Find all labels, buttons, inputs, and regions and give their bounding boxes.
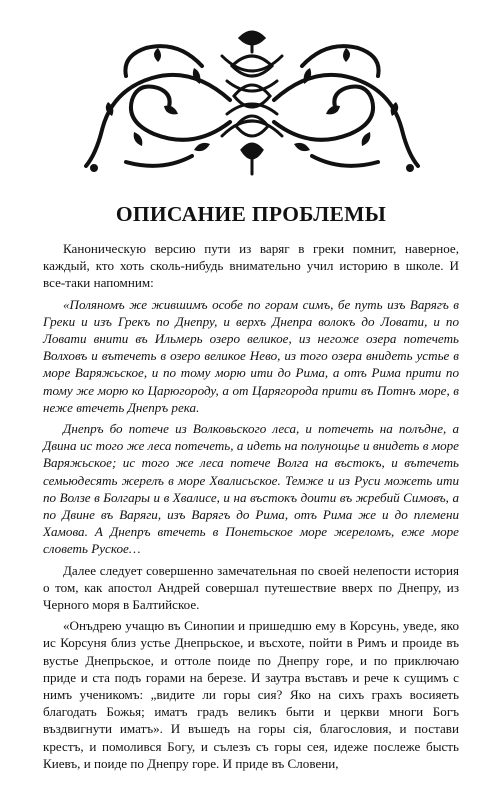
paragraph-chronicle-quote-1: «Поляномъ же жившимъ особе по горам симъ, бе путь изъ Варягъ в Греки и изъ Грекъ по Днепру, и верхъ Днепра волокъ до Ловати, и по Ловати внити въ Ильмерь озеро великое, из негоже озера потечеть Волховъ и вътечеть в озеро великое Нево, из того озера внидеть устье в море Варяжьское, и по тому морю ити до Рима, а отъ Рима прити по тому же морю ко Царюгороду, а от Царягорода прити въ Потнъ море, в нежe втечеть Днепръ река. bbox=[43, 296, 459, 415]
decorative-headpiece-ornament bbox=[82, 26, 422, 176]
body-text bbox=[43, 240, 459, 772]
paragraph-andrew-quote: «Онъдрею учащю въ Синопии и пришедшю ему в Корсунь, уведе, яко ис Корсуня близ устье Днепрьское, и въсхоте, пойти в Римъ и проиде въ вустье Днепрьское, и оттоле поиде по Днепру горе, и по приключаю приде и ста подъ горами на березе. И заутра въставъ и рече к сущимъ с нимъ ученикомъ: „видите ли горы сия? Яко на сихъ грахъ восияеть благодать Божья; иматъ градъ великъ быти и церкви многи Богъ въздвигнути иматъ». И въшедъ на горы сія, благословия, и постави крестъ, и помолився Богу, и сълезъ съ горы сея, идеже послеже бысть Киевъ, и поиде по Днепру горе. И приде въ Словени, bbox=[43, 618, 459, 771]
chapter-title: ОПИСАНИЕ ПРОБЛЕМЫ bbox=[115, 202, 387, 226]
paragraph-commentary: Далее следует совершенно замечательная по своей нелепости история о том, как апостол Андрей совершал путешествие вверх по Днепру, из Черного моря в Балтийское. bbox=[43, 562, 459, 613]
paragraph-chronicle-quote-2: Днепръ бо потече из Волковьского леса, и потечеть на полъдне, а Двина ис того же леса потечеть, а идеть на полунощье и внидеть в море Варяжьское; ис того же леса потече Волга на въстокъ, и вътечеть семьюдесять жерелъ в море Хвалисьское. Темже и из Руси можеть ити по Волзе в Болгары и в Хвалисе, и на въстокъ доити въ жребий Симовъ, а по Двине въ Варяги, изъ Варягъ до Рима, отъ Рима же и до племени Хамова. А Днепръ втечеть в Понетьское море жереломъ, еже море словеть Руское… bbox=[43, 421, 459, 557]
paragraph-intro: Каноническую версию пути из варяг в греки помнит, наверное, каждый, кто хоть сколь-нибудь внимательно учил историю в школе. И все-таки напомним: bbox=[43, 241, 459, 291]
